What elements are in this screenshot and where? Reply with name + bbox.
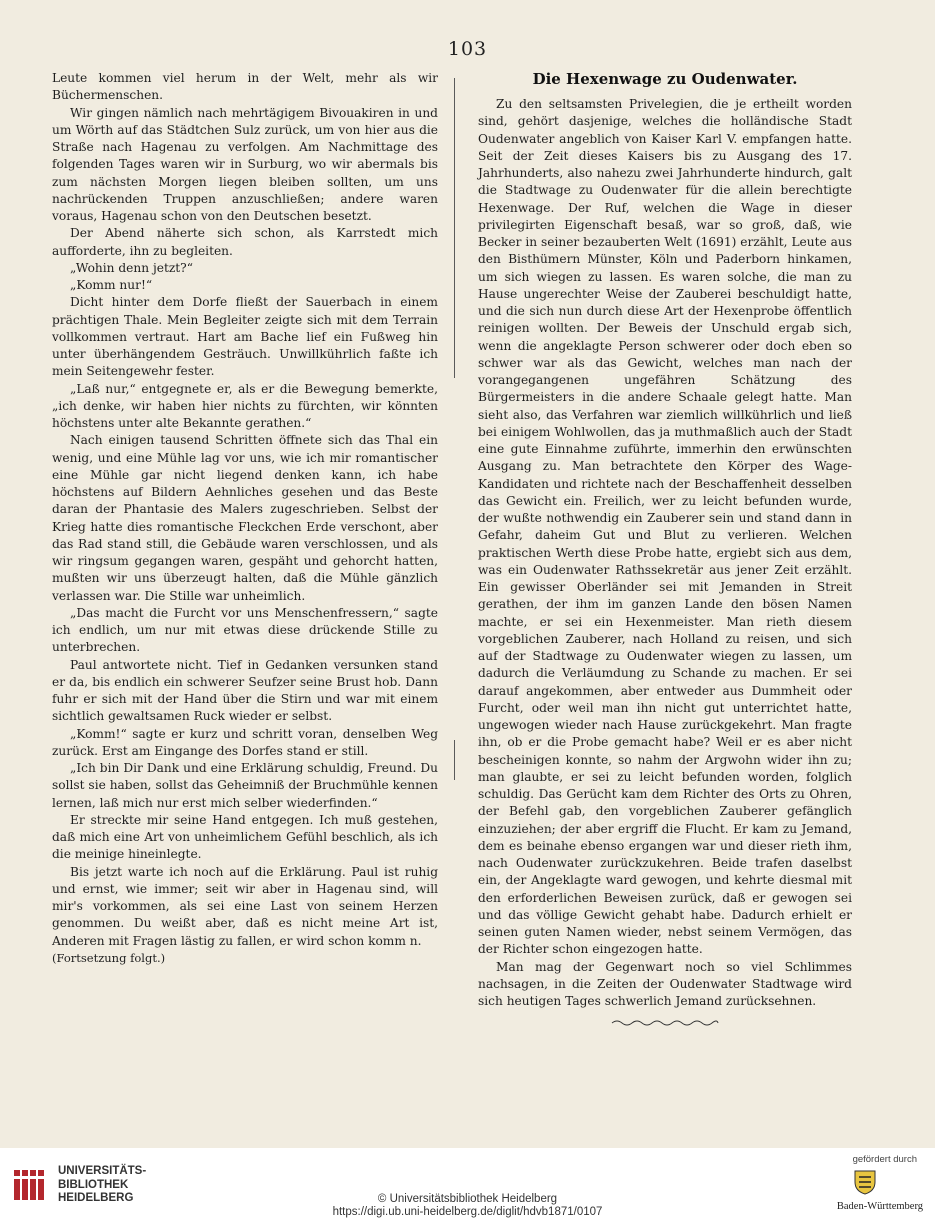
left-column [52, 70, 438, 967]
doi-link[interactable]: https://digi.ub.uni-heidelberg.de/diglit/hdvb1871/0107 [332, 1206, 603, 1218]
paragraph: Er streckte mir seine Hand entgegen. Ich muß gestehen, daß mich eine Art von unheimlichem Gefühl beschlich, als ich die meinige hineinlegte. [52, 812, 438, 862]
library-name: UNIVERSITÄTS- BIBLIOTHEK HEIDELBERG [58, 1165, 147, 1204]
paragraph: Nach einigen tausend Schritten öffnete sich das Thal ein wenig, und eine Mühle lag vor uns, wie ich mir romantischer eine Mühle gar nicht liegend denken kann, ich habe höchstens auf Bildern Aehnliches gesehen und das Beste daran der Phantasie des Malers zugeschrieben. Selbst der Krieg hatte dies romantische Fleckchen Erde verschont, aber das Rad stand still, die Gebäude waren verschlossen, und als wir ringsum gegangen waren, gespäht und gehorcht hatten, mußten wir uns überzeugt halten, daß die Mühle gänzlich verlassen war. Die Stille war unheimlich. [52, 433, 438, 603]
sponsor-name: Baden-Württemberg [836, 1201, 923, 1212]
continuation-note: (Fortsetzung folgt.) [52, 950, 166, 965]
column-rule [454, 740, 455, 780]
paragraph: „Ich bin Dir Dank und eine Erklärung schuldig, Freund. Du sollst sie haben, sollst das Geheimniß der Bruchmühle kennen lernen, laß mich nur erst mich selber wiederfinden.“ [52, 761, 438, 810]
paragraph: „Wohin denn jetzt?“ [70, 260, 193, 275]
paragraph: Zu den seltsamsten Privelegien, die je ertheilt worden sind, gehört dasjenige, welches die holländische Stadt Oudenwater angeblich von Kaiser Karl V. empfangen hatte. Seit der Zeit dieses Kaisers bis zu Ausgang des 17. Jahrhunderts, also nahezu zwei Jahrhunderte hindurch, galt die Stadtwage zu Oudenwater für die allein berechtigte Hexenwage. Der Ruf, welchen die Wage in dieser privilegirten Eigenschaft besaß, war so groß, daß, wie Becker in seiner bezauberten Welt (1691) erzählt, Leute aus den Bisthümern Münster, Köln und Paderborn hinkamen, um sich wiegen zu lassen. Es waren solche, die man zu Hause ungerechter Weise der Zauberei beschuldigt hatte, und die sich nun durch diese Art der Hexenprobe öffentlich reinigen wollten. Der Beweis der Unschuld ergab sich, wenn die angeklagte Person schwerer oder doch eben so schwer war als das Gewicht, welches man nach der vorangegangenen ungefähren Schätzung des Bürgermeisters in die andere Schaale gelegt hatte. Man sieht also, das Verfahren war ziemlich willkührlich und ließ bei einigem Wohlwollen, das ja muthmaßlich auch der Stadt eine gute Einnahme zuführte, immerhin den erwünschten Ausgang zu. Man betrachtete den Körper des Wage-Kandidaten und richtete nach der Beschaffenheit desselben das Gewicht ein. Freilich, wer zu leicht befunden wurde, der wußte nothwendig ein Zauberer sein und stand dann in Gefahr, daheim Gut und Blut zu verlieren. Welchen praktischen Werth diese Probe hatte, ergiebt sich aus dem, was ein Oudenwater Rathssekretär aus jener Zeit erzählt. Ein gewisser Oberländer sei mit Jemanden in Streit gerathen, der ihm im ganzen Lande den bösen Namen machte, er sei ein Hexenmeister. Man rieth diesem vorgeblichen Zauberer, nach Holland zu reisen, und sich auf der Stadtwage zu Oudenwater wiegen zu lassen, um dadurch die Verläumdung zu Schande zu machen. Er sei darauf angekommen, aber entweder aus Dummheit oder Furcht, oder weil man ihn nicht gut unterrichtet hatte, ungewogen wieder nach Hause zurückgekehrt. Man fragte ihn, ob er die Probe gemacht habe? Weil er es aber nicht bescheinigen konnte, so nahm der Argwohn wider ihn zu; man glaubte, er sei zu leicht befunden worden, folglich schuldig. Das Gerücht kam dem Richter des Orts zu Ohren, der Befehl gab, den vorgeblichen Zauberer gefänglich einzuziehen; der aber ergriff die Flucht. Er kam zu Jemand, dem es beinahe ebenso ergangen war und dieser rieth ihm, nach Oudenwater zurückzukehren. Beide trafen daselbst ein, der Angeklagte ward gewogen, und kehrte diesmal mit den erforderlichen Beweisen zurück, daß er gewogen sei und das völlige Gewicht gehabt habe. Dadurch erhielt er seinen guten Namen wieder, nebst seinem Vermögen, das der Richter schon eingezogen hatte. [478, 97, 852, 957]
right-column [478, 96, 852, 1028]
paragraph: Paul antwortete nicht. Tief in Gedanken versunken stand er da, bis endlich ein schwerer Seufzer seine Brust hob. Dann fuhr er sich mit der Hand über die Stirn und war mit einem sichtlich gewaltsamen Ruck wieder er selbst. [52, 657, 438, 724]
ornament-divider [610, 1018, 720, 1028]
paragraph: Der Abend näherte sich schon, als Karrstedt mich aufforderte, ihn zu begleiten. [52, 226, 438, 258]
funded-by-label: gefördert durch [852, 1154, 917, 1165]
paragraph: „Komm nur!“ [70, 278, 153, 292]
paragraph: Wir gingen nämlich nach mehrtägigem Bivouakiren in und um Wörth auf das Städtchen Sulz zurück, um von hier aus die Straße nach Hagenau zu verfolgen. Am Nachmittage des folgenden Tages waren wir in Surburg, wo wir abermals bis zum nächsten Morgen liegen bleiben sollten, um uns nachrückenden Truppen anzuschließen; andere waren voraus, Hagenau schon von den Deutschen besetzt. [52, 105, 438, 223]
column-rule [454, 78, 455, 378]
paragraph: „Komm!“ sagte er kurz und schritt voran, denselben Weg zurück. Erst am Eingange des Dorfes stand er still. [52, 726, 438, 758]
copyright-notice: © Universitätsbibliothek Heidelberg https://digi.ub.uni-heidelberg.de/diglit/hdvb1871/0107 [0, 1193, 935, 1219]
article-title: Die Hexenwage zu Oudenwater. [532, 70, 798, 88]
paragraph: Dicht hinter dem Dorfe fließt der Sauerbach in einem prächtigen Thale. Mein Begleiter zeigte sich mit dem Terrain vollkommen vertraut. Hart am Bache lief ein Fußweg hin unter überhängendem Gesträuch. Unwillkührlich faßte ich mein Seitengewehr fester. [52, 295, 438, 379]
coat-of-arms-icon [851, 1168, 879, 1196]
paragraph: „Das macht die Furcht vor uns Menschenfressern,“ sagte ich endlich, um nur mit etwas diese drückende Stille zu unterbrechen. [52, 605, 438, 655]
paragraph: Man mag der Gegenwart noch so viel Schlimmes nachsagen, in die Zeiten der Oudenwater Stadtwage wird sich heutigen Tages schwerlich Jemand zurücksehnen. [478, 959, 852, 1008]
page-number: 103 [447, 38, 488, 60]
paragraph: Leute kommen viel herum in der Welt, mehr als wir Büchermenschen. [52, 71, 438, 103]
paragraph: „Laß nur,“ entgegnete er, als er die Bewegung bemerkte, „ich denke, wir haben hier nichts zu fürchten, wir könnten höchstens unter alte Bekannte gerathen.“ [52, 381, 438, 430]
paragraph: Bis jetzt warte ich noch auf die Erklärung. Paul ist ruhig und ernst, wie immer; seit wir aber in Hagenau sind, will mir's vorkommen, als sei eine Last von seinem Herzen genommen. Du weißt aber, daß es nicht meine Art ist, Anderen mit Fragen lästig zu fallen, er wird schon komm n. [52, 864, 438, 948]
